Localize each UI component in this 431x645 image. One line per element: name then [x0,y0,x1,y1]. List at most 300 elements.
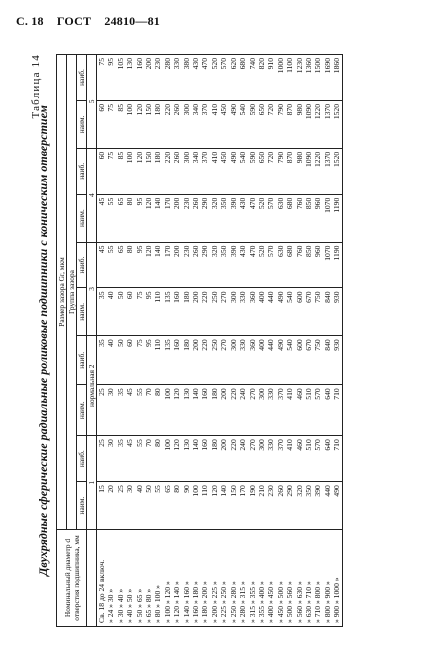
clearance-value: 330 [266,388,276,400]
clearance-value: 130 [181,439,191,451]
clearance-value: 65 [115,245,125,254]
clearance-value: 620 [228,58,238,70]
clearance-value: 330 [238,291,248,303]
clearance-value: 40 [106,339,116,347]
clearance-value: 640 [322,388,332,400]
clearance-value: 40 [106,291,116,300]
clearance-value: 540 [285,291,295,303]
clearance-value: 1190 [332,197,342,213]
max-header: наиб. [77,336,87,385]
table-label: Таблица 14 [30,54,42,119]
max-header: наиб. [77,148,87,194]
clearance-value: 240 [238,388,248,400]
clearance-value: 35 [115,439,125,447]
clearance-value: 330 [172,58,182,70]
clearance-value: 105 [115,58,125,70]
diameter-range: » 500 » 560 » [285,581,295,623]
clearance-value: 340 [191,103,201,116]
clearance-value: 450 [219,151,229,164]
g1-min-column [97,482,343,530]
clearance-table [56,54,343,627]
clearance-value: 250 [209,291,219,303]
clearance-value: 980 [294,151,304,164]
clearance-value: 200 [191,291,201,303]
diameter-range: » 800 » 900 » [322,581,332,623]
clearance-value: 1070 [322,197,332,213]
clearance-value: 240 [238,439,248,451]
clearance-value: 1370 [322,151,332,167]
clearance-value: 190 [247,485,257,497]
clearance-value: 1000 [275,58,285,74]
clearance-value: 140 [191,388,201,400]
clearance-value: 910 [266,58,276,70]
clearance-value: 390 [228,245,238,257]
diameter-header: Номинальный диаметр d отверстия подшипника, мм [57,530,87,627]
g4-max-column [97,148,343,194]
clearance-value: 35 [97,291,106,300]
clearance-value: 100 [191,485,201,497]
clearance-value: 200 [172,197,182,210]
diameter-range: Св. 18 до 24 включ. [97,559,106,623]
clearance-value: 85 [115,151,125,160]
diameter-range: » 900 » 1000 » [332,577,342,623]
clearance-value: 160 [200,439,210,451]
clearance-value: 490 [275,339,285,351]
diameter-range: » 120 » 140 » [172,581,182,623]
clearance-value: 100 [125,151,135,164]
clearance-value: 200 [191,339,201,351]
clearance-value: 440 [266,339,276,351]
clearance-value: 55 [106,245,116,254]
clearance-value: 470 [247,245,257,257]
clearance-value: 470 [200,58,210,70]
g5-max-column [97,55,343,101]
clearance-value: 75 [97,58,106,66]
clearance-value: 1090 [303,151,313,167]
clearance-value: 220 [162,151,172,164]
clearance-value: 400 [256,339,266,351]
clearance-value: 300 [228,339,238,351]
clearance-value: 180 [153,151,163,164]
clearance-value: 260 [191,197,201,210]
clearance-value: 50 [144,485,154,493]
clearance-value: 290 [200,245,210,257]
clearance-value: 520 [209,58,219,70]
clearance-value: 740 [247,58,257,70]
diameter-range: » 450 » 500 » [275,581,285,623]
clearance-value: 80 [172,485,182,493]
clearance-value: 520 [256,245,266,257]
diameter-range: » 140 » 160 » [181,581,191,623]
clearance-value: 750 [313,339,323,351]
clearance-value: 230 [181,197,191,210]
clearance-value: 750 [313,291,323,303]
column-number-4: 4 [87,148,97,242]
clearance-value: 670 [303,291,313,303]
clearance-value: 430 [238,245,248,257]
max-header: наиб. [77,242,87,288]
clearance-value: 490 [332,485,342,497]
clearance-value: 680 [285,197,295,210]
clearance-value: 440 [322,485,332,497]
clearance-value: 180 [181,339,191,351]
clearance-value: 650 [256,151,266,164]
clearance-value: 980 [294,103,304,116]
clearance-value: 840 [322,339,332,351]
clearance-value: 300 [256,439,266,451]
column-number-spacer [87,530,97,627]
clearance-value: 180 [153,103,163,116]
clearance-value: 320 [294,485,304,497]
diameter-range: » 160 » 180 » [191,581,201,623]
clearance-value: 840 [322,291,332,303]
clearance-value: 1070 [322,245,332,261]
clearance-value: 110 [153,339,163,351]
clearance-value: 170 [162,197,172,210]
clearance-value: 230 [266,485,276,497]
column-number-3: 3 [87,242,97,336]
clearance-value: 70 [144,388,154,396]
column-number-5: 5 [87,55,97,149]
clearance-value: 65 [162,485,172,493]
clearance-value: 850 [303,245,313,257]
clearance-value: 360 [247,291,257,303]
clearance-value: 250 [209,339,219,351]
diameter-range: » 100 » 120 » [162,581,172,623]
clearance-value: 510 [303,388,313,400]
clearance-value: 510 [303,439,313,451]
clearance-value: 160 [172,339,182,351]
clearance-value: 35 [97,339,106,347]
min-header: наим. [77,288,87,336]
clearance-value: 270 [219,291,229,303]
clearance-value: 1370 [322,103,332,120]
clearance-value: 200 [219,439,229,451]
clearance-value: 380 [181,58,191,70]
clearance-value: 490 [275,291,285,303]
clearance-value: 50 [115,291,125,300]
clearance-value: 170 [238,485,248,497]
clearance-value: 40 [134,485,144,493]
clearance-value: 1520 [332,151,342,167]
clearance-value: 410 [209,151,219,164]
diameter-range: » 560 » 630 » [294,581,304,623]
clearance-value: 35 [115,388,125,396]
clearance-value: 360 [247,339,257,351]
clearance-value: 120 [172,388,182,400]
clearance-value: 55 [134,439,144,447]
clearance-value: 160 [172,291,182,303]
clearance-value: 390 [228,197,238,210]
clearance-value: 460 [294,439,304,451]
clearance-value: 760 [294,197,304,210]
g3-max-column [97,242,343,288]
g1-max-column [97,436,343,482]
diameter-range-column [97,530,343,627]
clearance-value: 50 [115,339,125,347]
clearance-value: 160 [134,58,144,70]
clearance-value: 300 [228,291,238,303]
clearance-value: 170 [162,245,172,257]
clearance-value: 45 [97,245,106,254]
clearance-value: 85 [115,103,125,112]
diameter-range: » 50 » 65 » [134,588,144,623]
clearance-value: 25 [97,439,106,447]
clearance-value: 350 [303,485,313,497]
group-header: Группа зазора [67,55,77,530]
clearance-value: 1190 [332,245,342,261]
clearance-value: 1220 [313,151,323,167]
clearance-value: 330 [266,439,276,451]
page-number: С. 18 [16,14,44,28]
diameter-range: » 30 » 40 » [115,588,125,623]
clearance-value: 100 [162,439,172,451]
clearance-value: 370 [275,388,285,400]
clearance-value: 540 [238,151,248,164]
min-header: наим. [77,194,87,242]
clearance-value: 75 [134,339,144,347]
clearance-value: 630 [275,197,285,210]
clearance-value: 270 [247,388,257,400]
max-header: наиб. [77,436,87,482]
clearance-value: 180 [209,439,219,451]
clearance-value: 1860 [332,58,342,74]
clearance-value: 270 [219,339,229,351]
clearance-value: 95 [106,58,116,66]
clearance-value: 300 [181,151,191,164]
diameter-range: » 40 » 50 » [125,588,135,623]
normal-max-column [97,336,343,385]
clearance-value: 590 [247,151,257,164]
clearance-value: 760 [294,245,304,257]
clearance-value: 290 [200,197,210,210]
clearance-value: 80 [125,197,135,206]
clearance-value: 60 [125,291,135,300]
clearance-value: 110 [153,291,163,303]
clearance-value: 490 [228,103,238,116]
clearance-value: 130 [181,388,191,400]
g5-min-column [97,100,343,148]
diameter-range: » 65 » 80 » [144,588,154,623]
clearance-value: 100 [162,388,172,400]
table-landscape [24,48,414,633]
clearance-value: 45 [125,388,135,396]
min-header: наим. [77,482,87,530]
clearance-value: 820 [256,58,266,70]
clearance-value: 460 [294,388,304,400]
clearance-value: 540 [285,339,295,351]
diameter-range: » 200 » 225 » [209,581,219,623]
clearance-value: 15 [97,485,106,493]
clearance-value: 75 [106,151,116,160]
clearance-value: 140 [153,197,163,210]
clearance-value: 1090 [303,103,313,120]
clearance-value: 45 [125,439,135,447]
max-header: наиб. [77,55,87,101]
clearance-value: 120 [172,439,182,451]
clearance-value: 55 [106,197,116,206]
column-number-2 [87,336,97,436]
clearance-value: 100 [125,103,135,116]
clearance-value: 230 [153,58,163,70]
clearance-value: 320 [209,245,219,257]
clearance-value: 75 [106,103,116,112]
clearance-value: 120 [134,103,144,116]
clearance-value: 450 [219,103,229,116]
clearance-value: 25 [97,388,106,396]
clearance-value: 410 [285,439,295,451]
clearance-value: 120 [134,151,144,164]
min-header: наим. [77,385,87,436]
clearance-value: 150 [144,103,154,116]
rotated-table-area [24,48,414,633]
clearance-value: 630 [275,245,285,257]
g4-min-column [97,194,343,242]
clearance-value: 300 [181,103,191,116]
clearance-value: 120 [144,245,154,257]
clearance-value: 1520 [332,103,342,120]
clearance-value: 570 [266,245,276,257]
clearance-value: 490 [228,151,238,164]
clearance-value: 320 [209,197,219,210]
table-body-row [97,55,343,627]
clearance-value: 260 [172,103,182,116]
clearance-value: 330 [238,339,248,351]
clearance-value: 135 [162,291,172,303]
clearance-value: 340 [191,151,201,164]
column-number-2-value: 2 [87,364,96,369]
clearance-value: 790 [275,103,285,116]
clearance-value: 60 [97,151,106,160]
clearance-value: 430 [191,58,201,70]
normal-min-column [97,385,343,436]
clearance-value: 150 [228,485,238,497]
normal-label: нормальная [87,370,96,408]
clearance-value: 1220 [313,103,323,120]
standard-number: 24810—81 [104,14,160,28]
clearance-value: 600 [294,291,304,303]
clearance-value: 720 [266,151,276,164]
clearance-value: 65 [115,197,125,206]
clearance-value: 30 [106,439,116,447]
diameter-range: » 180 » 200 » [200,581,210,623]
diameter-range: » 400 » 450 » [266,581,276,623]
clearance-value: 280 [162,58,172,70]
clearance-value: 400 [256,291,266,303]
clearance-value: 1360 [303,58,313,74]
clearance-value: 680 [285,245,295,257]
clearance-value: 220 [228,439,238,451]
clearance-value: 160 [200,388,210,400]
clearance-value: 640 [322,439,332,451]
clearance-value: 210 [256,485,266,497]
diameter-range: » 280 » 315 » [238,581,248,623]
clearance-value: 1690 [322,58,332,74]
clearance-value: 200 [219,388,229,400]
clearance-value: 150 [144,151,154,164]
clearance-value: 390 [313,485,323,497]
clearance-value: 200 [144,58,154,70]
clearance-value: 710 [332,388,342,400]
clearance-value: 370 [200,151,210,164]
g3-min-column [97,288,343,336]
clearance-value: 370 [200,103,210,116]
clearance-value: 570 [313,439,323,451]
clearance-value: 960 [313,245,323,257]
clearance-value: 270 [247,439,257,451]
clearance-value: 720 [266,103,276,116]
clearance-value: 140 [191,439,201,451]
diameter-range: » 24 » 30 » [106,588,116,623]
diameter-range: » 80 » 100 » [153,585,163,623]
clearance-value: 520 [256,197,266,210]
clearance-value: 30 [125,485,135,493]
clearance-value: 260 [191,245,201,257]
clearance-value: 45 [97,197,106,206]
clearance-value: 110 [200,485,210,497]
clearance-value: 70 [144,439,154,447]
clearance-value: 350 [219,197,229,210]
clearance-value: 300 [256,388,266,400]
diameter-range: » 315 » 355 » [247,581,257,623]
clearance-value: 95 [144,291,154,300]
clearance-value: 220 [200,339,210,351]
clearance-value: 260 [172,151,182,164]
clearance-value: 570 [313,388,323,400]
clearance-value: 180 [181,291,191,303]
clearance-value: 135 [162,339,172,351]
clearance-value: 960 [313,197,323,210]
clearance-value: 410 [209,103,219,116]
clearance-value: 930 [332,339,342,351]
clearance-value: 790 [275,151,285,164]
clearance-value: 25 [115,485,125,493]
diameter-range: » 250 » 280 » [228,581,238,623]
clearance-value: 220 [162,103,172,116]
clearance-value: 600 [294,339,304,351]
clearance-value: 1500 [313,58,323,74]
clearance-value: 410 [285,388,295,400]
clearance-value: 260 [275,485,285,497]
clearance-value: 470 [247,197,257,210]
clearance-value: 710 [332,439,342,451]
clearance-value: 80 [153,388,163,396]
column-number-1: 1 [87,436,97,530]
clearance-value: 590 [247,103,257,116]
clearance-value: 55 [134,388,144,396]
clearance-value: 220 [228,388,238,400]
clearance-value: 230 [181,245,191,257]
clearance-value: 540 [238,103,248,116]
diameter-range: » 630 » 710 » [303,581,313,623]
clearance-value: 130 [125,58,135,70]
clearance-value: 370 [275,439,285,451]
clearance-value: 850 [303,197,313,210]
clearance-value: 200 [172,245,182,257]
clearance-value: 30 [106,388,116,396]
clearance-value: 870 [285,151,295,164]
clearance-value: 870 [285,103,295,116]
clearance-value: 570 [219,58,229,70]
clearance-value: 95 [134,245,144,254]
clearance-value: 95 [144,339,154,347]
clearance-value: 930 [332,291,342,303]
clearance-value: 120 [144,197,154,210]
clearance-value: 680 [238,58,248,70]
clearance-value: 90 [181,485,191,493]
clearance-value: 570 [266,197,276,210]
diameter-range: » 355 » 400 » [256,581,266,623]
